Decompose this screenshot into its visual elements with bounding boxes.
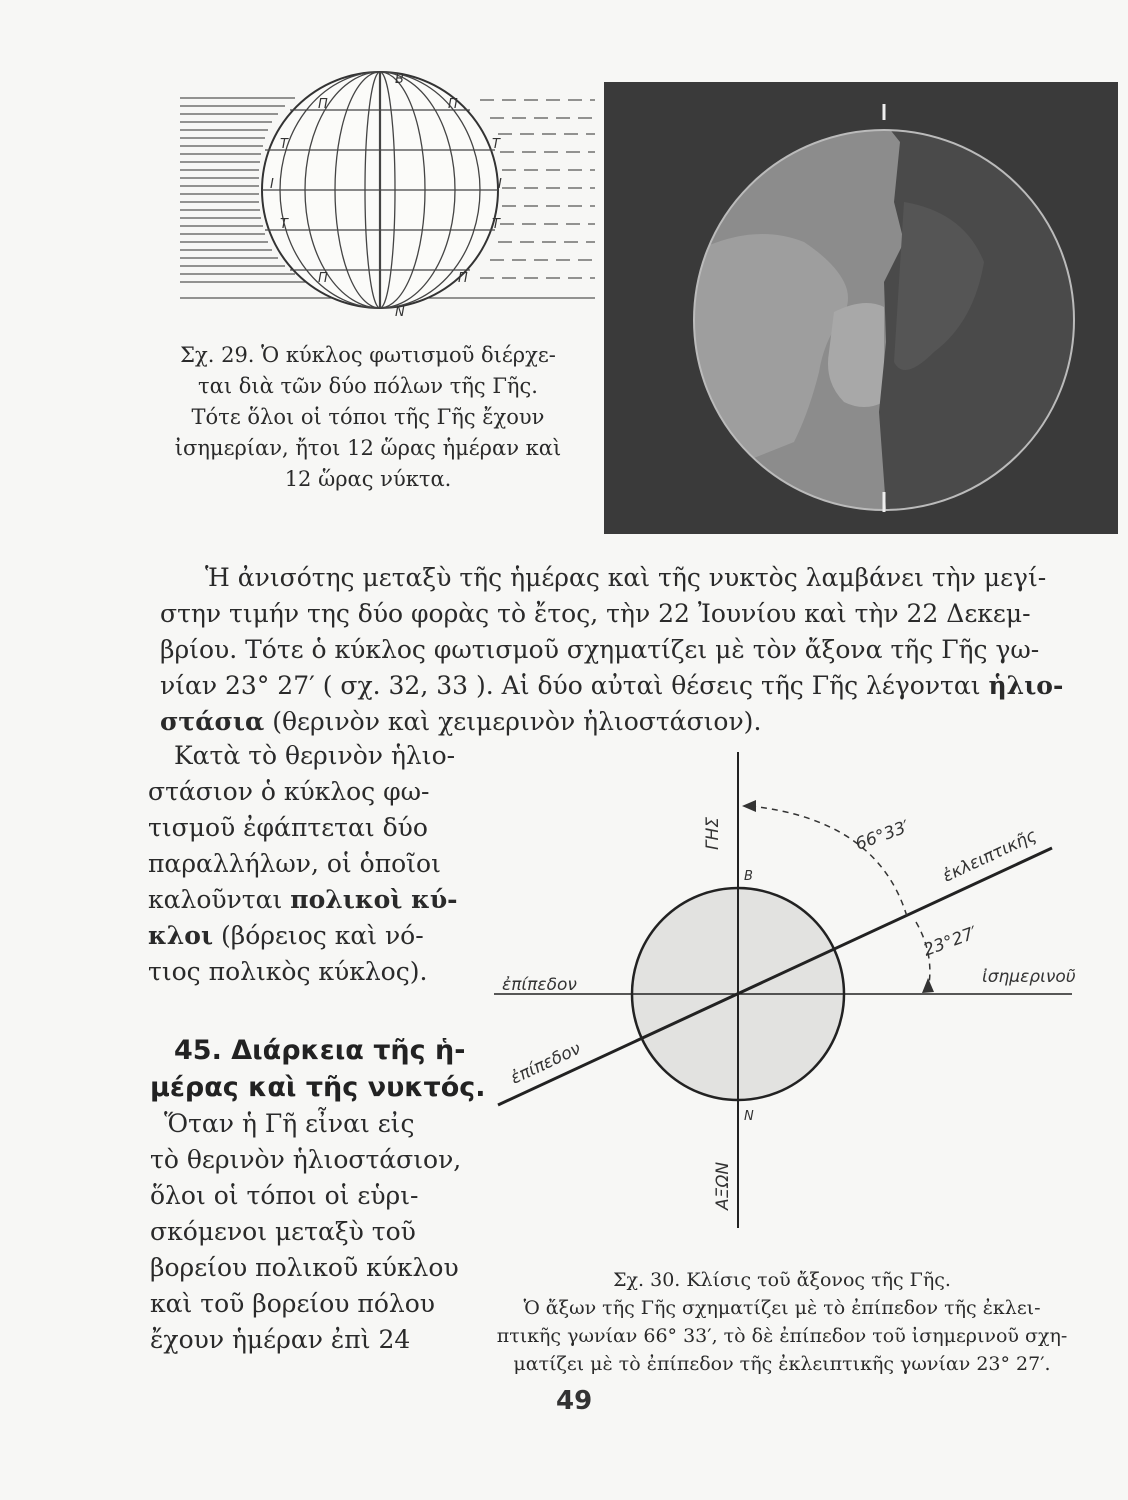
fig29-polar-label-right-south: П: [458, 271, 468, 286]
term-polar-circles: πολικοὶ κύ-: [290, 885, 458, 914]
fig29-north-label: B: [395, 72, 404, 87]
main-paragraph: [160, 560, 1064, 740]
fig29-tropic-label-right: T: [492, 137, 500, 152]
figure-29-caption: [158, 340, 578, 495]
section-heading-cont: μέρας καὶ τῆς νυκτός.: [150, 1072, 486, 1103]
fig29-tropic-label-left-south: T: [280, 217, 288, 232]
figure-30-axis-tilt-diagram: [480, 750, 1100, 1230]
earth-axis-label: ΓΗΣ: [703, 817, 723, 850]
figure-30-caption: [462, 1266, 1102, 1378]
angle-23-27-label: 23°27′: [920, 922, 980, 961]
caption-line: ἰσημερίαν, ἤτοι 12 ὥρας ἡμέραν καὶ: [174, 436, 562, 460]
paragraph-line: Ὅταν ἡ Γῆ εἶναι εἰς: [164, 1109, 415, 1138]
fig29-tropic-label-left: T: [280, 137, 288, 152]
paragraph-line: [148, 918, 448, 954]
caption-line: Σχ. 29. Ὁ κύκλος φωτισμοῦ διέρχε-: [180, 343, 556, 367]
paragraph-line: βορείου πολικοῦ κύκλου: [150, 1253, 459, 1282]
caption-line: ται διὰ τῶν δύο πόλων τῆς Γῆς.: [198, 374, 538, 398]
fig30-north-label: B: [744, 869, 753, 884]
section-45: [150, 1032, 486, 1358]
earth-photo: [604, 82, 1118, 534]
angle-66-33-label: 66°33′: [852, 816, 912, 855]
paragraph-line: στην τιμήν της δύο φορὰς τὸ ἔτος, τὴν 22 Ἰουνίου καὶ τὴν 22 Δεκεμ-: [160, 599, 1031, 628]
fig30-south-label: N: [744, 1109, 754, 1124]
paragraph-line: Κατὰ τὸ θερινὸν ἡλιο-: [174, 741, 456, 770]
term-heliostasia-end: στάσια: [160, 707, 265, 736]
paragraph-text: (θερινὸν καὶ χειμερινὸν ἡλιοστάσιον).: [264, 707, 762, 736]
fig29-tropic-label-right-south: T: [492, 217, 500, 232]
paragraph-line: Ἡ ἀνισότης μεταξὺ τῆς ἡμέρας καὶ τῆς νυκτὸς λαμβάνει τὴν μεγί-: [205, 563, 1047, 592]
caption-line: Σχ. 30. Κλίσις τοῦ ἄξονος τῆς Γῆς.: [613, 1269, 951, 1291]
paragraph-line: [160, 704, 1030, 740]
fig29-polar-label-right: П: [448, 97, 458, 112]
left-column-paragraph: [148, 738, 458, 990]
paragraph-text: (βόρειος καὶ νό-: [213, 921, 424, 950]
paragraph-line: τὸ θερινὸν ἡλιοστάσιον,: [150, 1145, 462, 1174]
paragraph-line: τισμοῦ ἐφάπτεται δύο: [148, 813, 428, 842]
paragraph-text: νίαν 23° 27′ ( σχ. 32, 33 ). Αἱ δύο αὐταὶ θέσεις τῆς Γῆς λέγονται: [160, 671, 989, 700]
ecliptic-label: ἐκλειπτικῆς: [939, 825, 1040, 887]
page-number: 49: [556, 1386, 593, 1416]
caption-line: Τότε ὅλοι οἱ τόποι τῆς Γῆς ἔχουν: [191, 405, 545, 429]
paragraph-text: καλοῦνται: [148, 885, 291, 914]
figure-29-globe-diagram: [170, 70, 600, 320]
paragraph-line: τιος πολικὸς κύκλος).: [148, 957, 428, 986]
plane-label-ecliptic: ἐπίπεδον: [502, 975, 577, 995]
fig29-polar-label-left: П: [318, 97, 328, 112]
paragraph-line: σκόμενοι μεταξὺ τοῦ: [150, 1217, 416, 1246]
paragraph-line: [148, 882, 458, 918]
term-heliostasia: ἡλιο-: [988, 671, 1064, 700]
fig29-equator-label-left: I: [270, 177, 274, 192]
paragraph-line: καὶ τοῦ βορείου πόλου: [150, 1289, 436, 1318]
caption-line: 12 ὥρας νύκτα.: [284, 467, 452, 491]
fig29-equator-label-right: I: [498, 177, 502, 192]
paragraph-line: ἔχουν ἡμέραν ἐπὶ 24: [150, 1325, 411, 1354]
caption-line: Ὁ ἄξων τῆς Γῆς σχηματίζει μὲ τὸ ἐπίπεδον τῆς ἐκλει-: [523, 1297, 1041, 1319]
caption-line: ματίζει μὲ τὸ ἐπίπεδον τῆς ἐκλειπτικῆς γωνίαν 23° 27′.: [513, 1353, 1051, 1375]
axis-label: ΑΞΩΝ: [713, 1161, 733, 1210]
section-heading: 45. Διάρκεια τῆς ἡ-: [174, 1035, 466, 1066]
fig29-polar-label-left-south: П: [318, 271, 328, 286]
equator-label: ἰσημερινοῦ: [982, 967, 1076, 987]
caption-line: πτικῆς γωνίαν 66° 33′, τὸ δὲ ἐπίπεδον τοῦ ἰσημερινοῦ σχη-: [496, 1325, 1068, 1347]
paragraph-line: [160, 668, 1064, 704]
fig29-south-label: N: [395, 305, 405, 320]
paragraph-line: βρίου. Τότε ὁ κύκλος φωτισμοῦ σχηματίζει μὲ τὸν ἄξονα τῆς Γῆς γω-: [160, 635, 1040, 664]
paragraph-line: στάσιον ὁ κύκλος φω-: [148, 777, 430, 806]
term-polar-circles-end: κλοι: [148, 921, 214, 950]
plane-label-equator: ἐπίπεδον: [507, 1038, 585, 1089]
paragraph-line: ὅλοι οἱ τόποι οἱ εὑρι-: [150, 1181, 419, 1210]
paragraph-line: παραλλήλων, οἱ ὁποῖοι: [148, 849, 441, 878]
